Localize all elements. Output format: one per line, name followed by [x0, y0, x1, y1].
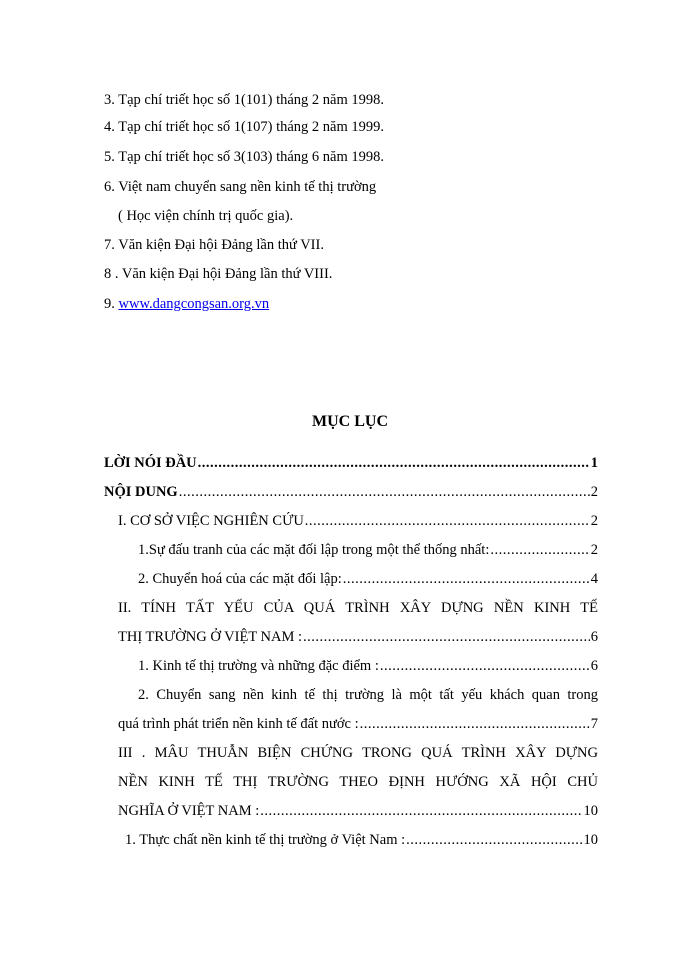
- reference-prefix: 9.: [104, 296, 119, 312]
- reference-item: 7. Văn kiện Đại hội Đảng lần thứ VII.: [104, 237, 324, 253]
- reference-item: 8 . Văn kiện Đại hội Đảng lần thứ VIII.: [104, 266, 333, 282]
- reference-item: 4. Tạp chí triết học số 1(107) tháng 2 năm 1999.: [104, 119, 385, 135]
- toc-entry-title: quá trình phát triển nền kinh tế đất nước :: [118, 716, 359, 732]
- toc-entry-title: 1.Sự đấu tranh của các mặt đối lập trong một thể thống nhất:: [138, 542, 490, 558]
- toc-leader-dots: [198, 454, 590, 472]
- reference-item: 6. Việt nam chuyển sang nền kinh tế thị trường: [104, 179, 377, 195]
- toc-title: MỤC LỤC: [312, 413, 388, 430]
- toc-page-number: 1: [590, 455, 598, 471]
- toc-leader-dots: [260, 802, 582, 820]
- dangcongsan-link[interactable]: www.dangcongsan.org.vn: [118, 296, 270, 312]
- toc-leader-dots: [303, 628, 590, 646]
- toc-entry-title: 1. Kinh tế thị trường và những đặc điểm :: [138, 658, 379, 674]
- toc-leader-dots: [406, 831, 582, 849]
- reference-item-link: [104, 295, 269, 313]
- toc-entry-title: LỜI NÓI ĐẦU: [104, 455, 197, 471]
- toc-entry[interactable]: [138, 657, 598, 675]
- toc-entry[interactable]: [138, 541, 598, 559]
- toc-entry-line: III . MÂU THUẪN BIỆN CHỨNG TRONG QUÁ TRÌNH XÂY DỰNG: [118, 745, 598, 761]
- toc-page-number: 7: [590, 716, 598, 732]
- toc-page-number: 4: [590, 571, 598, 587]
- toc-page-number: 2: [590, 513, 598, 529]
- toc-entry-title: I. CƠ SỞ VIỆC NGHIÊN CỨU: [118, 513, 304, 529]
- toc-page-number: 6: [590, 629, 598, 645]
- toc-entry[interactable]: [138, 570, 598, 588]
- toc-page-number: 10: [583, 803, 598, 819]
- toc-entry-title: 2. Chuyển hoá của các mặt đối lập:: [138, 571, 342, 587]
- reference-item: 5. Tạp chí triết học số 3(103) tháng 6 năm 1998.: [104, 149, 385, 165]
- toc-entry-line: II. TÍNH TẤT YẾU CỦA QUÁ TRÌNH XÂY DỰNG NỀN KINH TẾ: [118, 600, 598, 616]
- toc-entry[interactable]: [118, 512, 598, 530]
- toc-entry[interactable]: [104, 483, 598, 501]
- toc-entry[interactable]: [104, 454, 598, 472]
- toc-entry-title: THỊ TRƯỜNG Ở VIỆT NAM :: [118, 629, 303, 645]
- toc-page-number: 6: [590, 658, 598, 674]
- toc-page-number: 2: [590, 484, 598, 500]
- reference-item: 3. Tạp chí triết học số 1(101) tháng 2 năm 1998.: [104, 92, 385, 108]
- toc-entry[interactable]: [118, 715, 598, 733]
- toc-entry-title: NỘI DUNG: [104, 484, 178, 500]
- toc-leader-dots: [305, 512, 590, 530]
- toc-page-number: 10: [583, 832, 598, 848]
- toc-entry[interactable]: [125, 831, 598, 849]
- toc-leader-dots: [490, 541, 589, 559]
- toc-leader-dots: [380, 657, 590, 675]
- toc-entry[interactable]: [118, 802, 598, 820]
- toc-entry-title: 1. Thực chất nền kinh tế thị trường ở Việt Nam :: [125, 832, 406, 848]
- toc-entry-line: NỀN KINH TẾ THỊ TRƯỜNG THEO ĐỊNH HƯỚNG XÃ HỘI CHỦ: [118, 774, 598, 790]
- toc-leader-dots: [179, 483, 590, 501]
- toc-leader-dots: [360, 715, 590, 733]
- toc-entry-line: 2. Chuyển sang nền kinh tế thị trường là một tất yếu khách quan trong: [138, 687, 598, 703]
- toc-entry[interactable]: [118, 628, 598, 646]
- toc-entry-title: NGHĨA Ở VIỆT NAM :: [118, 803, 260, 819]
- toc-leader-dots: [343, 570, 590, 588]
- toc-page-number: 2: [590, 542, 598, 558]
- reference-item: ( Học viện chính trị quốc gia).: [118, 208, 294, 224]
